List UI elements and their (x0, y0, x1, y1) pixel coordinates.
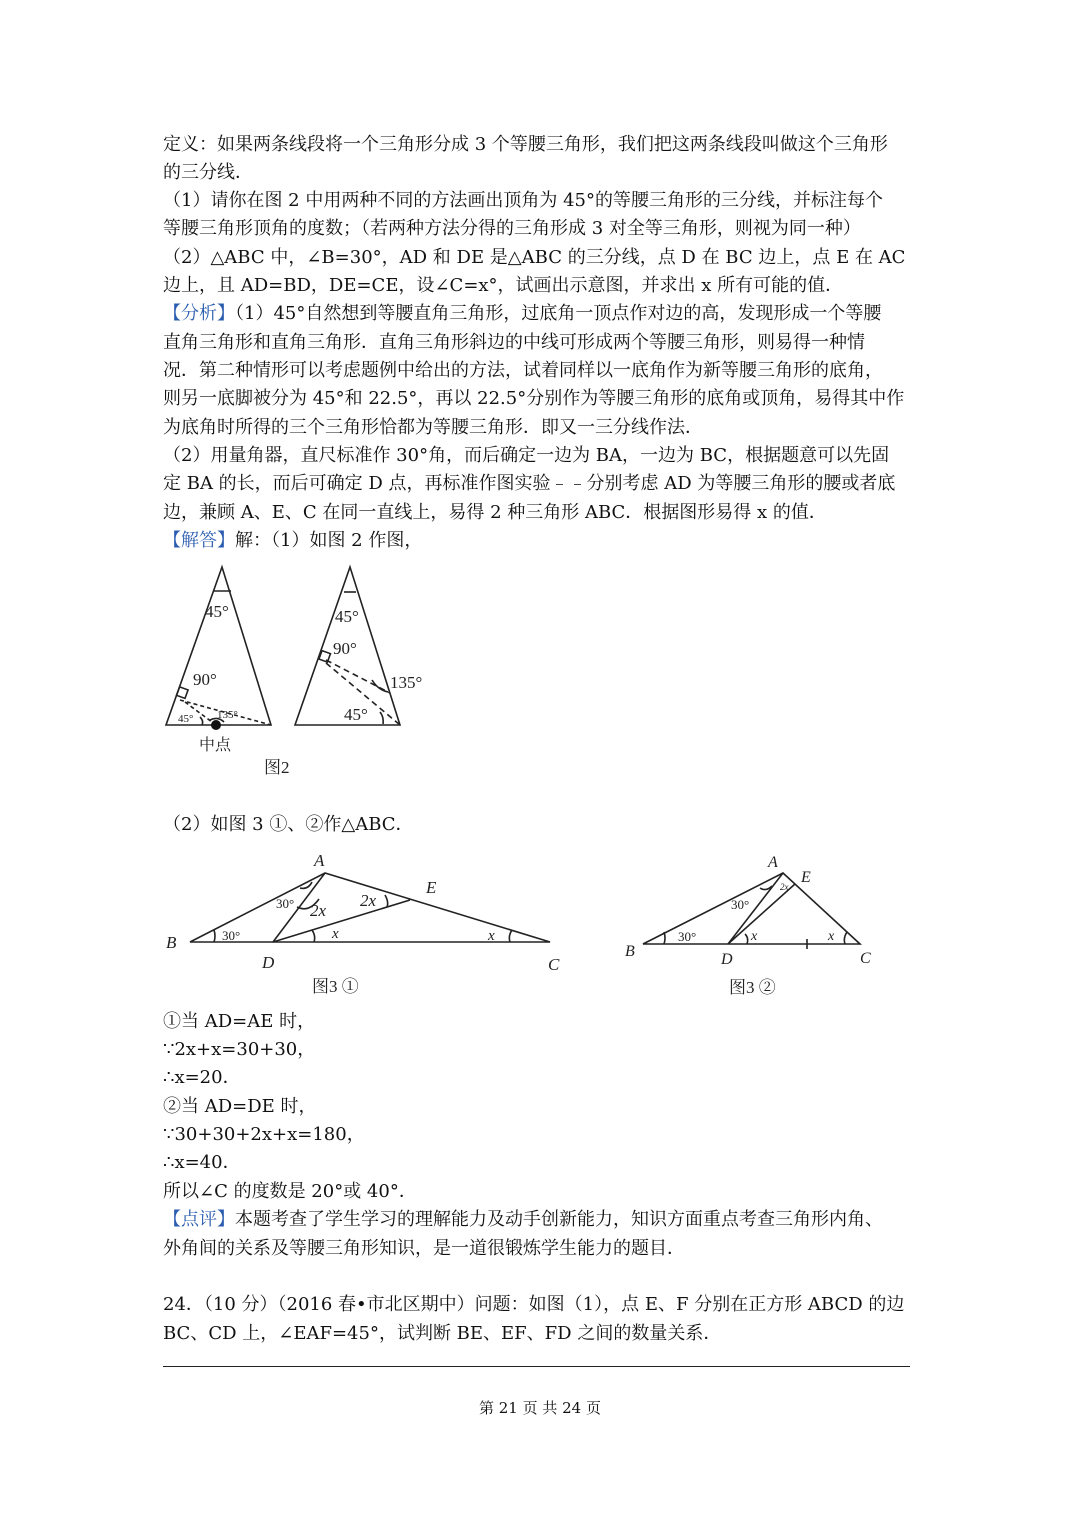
angle-2x: 2x (310, 901, 327, 920)
figure-2 (166, 567, 400, 725)
text-line: 边上，且 AD=BD，DE=CE，设∠C=x°，试画出示意图，并求出 x 所有可能的值． (163, 275, 844, 296)
point-B: B (625, 943, 635, 960)
point-A: A (768, 854, 778, 871)
analysis-tag: 【分析】 (163, 303, 235, 324)
angle-x: x (828, 929, 835, 944)
point-D: D (721, 951, 733, 968)
solution-line: ∴x=40． (163, 1152, 241, 1173)
text-line: 况．第二种情形可以考虑题例中给出的方法，试着同样以一底角作为新等腰三角形的底角， (163, 360, 883, 381)
text-line: 的三分线． (163, 162, 253, 183)
point-E: E (426, 878, 437, 897)
label-135-small: 135° (217, 709, 238, 721)
solution-line: ①当 AD=AE 时， (163, 1011, 316, 1032)
angle-2x: 2x (780, 882, 789, 892)
label-45: 45° (344, 705, 368, 724)
text-line: 边，兼顾 A、E、C 在同一直线上，易得 2 种三角形 ABC．根据图形易得 x 的值． (163, 502, 827, 523)
label-90: 90° (333, 639, 357, 658)
text-line: 则另一底脚被分为 45°和 22.5°，再以 22.5°分别作为等腰三角形的底角或顶角，易得其中作 (163, 388, 905, 409)
label-midpoint: 中点 (199, 737, 232, 754)
text-line: （1）请你在图 2 中用两种不同的方法画出顶角为 45°的等腰三角形的三分线，并标注每个 (163, 190, 883, 211)
answer-text: 解：（1）如图 2 作图， (235, 530, 423, 551)
comment-tag: 【点评】 (163, 1209, 235, 1230)
comment-line (163, 1206, 883, 1234)
solution-line: ∵30+30+2x+x=180， (163, 1124, 365, 1145)
answer-tag: 【解答】 (163, 530, 235, 551)
right-angle-mark (177, 687, 189, 699)
solution-line: ②当 AD=DE 时， (163, 1096, 317, 1117)
text-line: （2）如图 3 ①、②作△ABC． (163, 814, 414, 835)
text-line: 为底角时所得的三个三角形恰都为等腰三角形．即又一三分线作法． (163, 417, 703, 438)
solution-line: 所以∠C 的度数是 20°或 40°． (163, 1181, 417, 1202)
point-A: A (314, 851, 325, 870)
point-B: B (166, 933, 177, 952)
label-135: 135° (390, 673, 423, 692)
solution-line: ∵2x+x=30+30， (163, 1039, 316, 1060)
footer-divider (163, 1366, 910, 1367)
text-line: 定 BA 的长，而后可确定 D 点，再标准作图实验﹣﹣分别考虑 AD 为等腰三角形的腰或者底 (163, 473, 896, 494)
analysis-text: （1）45°自然想到等腰直角三角形，过底角一顶点作对边的高，发现形成一个等腰 (235, 303, 882, 324)
text-line: 等腰三角形顶角的度数；（若两种方法分得的三角形成 3 对全等三角形，则视为同一种） (163, 218, 861, 239)
angle-x: x (332, 926, 339, 942)
angle-30: 30° (222, 928, 241, 943)
label-45: 45° (205, 602, 229, 621)
figure-3-1-caption: 图3 ① (312, 977, 359, 996)
midpoint-dot (211, 720, 221, 730)
figure-3-2-caption: 图3 ② (729, 978, 776, 997)
question-24-line: 24．（10 分）（2016 春•市北区期中）问题：如图（1），点 E、F 分别在正方形 ABCD 的边 (163, 1294, 905, 1315)
angle-30: 30° (731, 897, 750, 912)
text-line: 外角间的关系及等腰三角形知识，是一道很锻炼学生能力的题目． (163, 1238, 685, 1259)
angle-x: x (488, 928, 495, 944)
question-24-line: BC、CD 上，∠EAF=45°，试判断 BE、EF、FD 之间的数量关系． (163, 1323, 722, 1344)
angle-x: x (751, 929, 758, 944)
text-line: （2）用量角器，直尺标准作 30°角，而后确定一边为 BA，一边为 BC，根据题意可以先固 (163, 445, 890, 466)
page-footer: 第 21 页 共 24 页 (478, 1399, 601, 1417)
label-45-small: 45° (178, 713, 194, 725)
figure-2-caption: 图2 (264, 758, 290, 777)
angle-30: 30° (678, 929, 697, 944)
text-line: （2）△ABC 中，∠B=30°，AD 和 DE 是△ABC 的三分线，点 D 在 BC 边上，点 E 在 AC (163, 247, 906, 268)
label-45: 45° (335, 607, 359, 626)
solution-line: ∴x=20． (163, 1067, 241, 1088)
label-90: 90° (193, 670, 217, 689)
comment-text: 本题考查了学生学习的理解能力及动手创新能力，知识方面重点考查三角形内角、 (235, 1209, 883, 1230)
point-C: C (548, 955, 560, 974)
angle-30: 30° (276, 896, 295, 911)
text-line: 直角三角形和直角三角形．直角三角形斜边的中线可形成两个等腰三角形，则易得一种情 (163, 332, 865, 353)
angle-2x: 2x (360, 891, 377, 910)
point-D: D (262, 953, 275, 972)
point-E: E (801, 869, 811, 886)
point-C: C (860, 950, 871, 967)
text-line: 定义：如果两条线段将一个三角形分成 3 个等腰三角形，我们把这两条线段叫做这个三角形 (163, 134, 888, 155)
